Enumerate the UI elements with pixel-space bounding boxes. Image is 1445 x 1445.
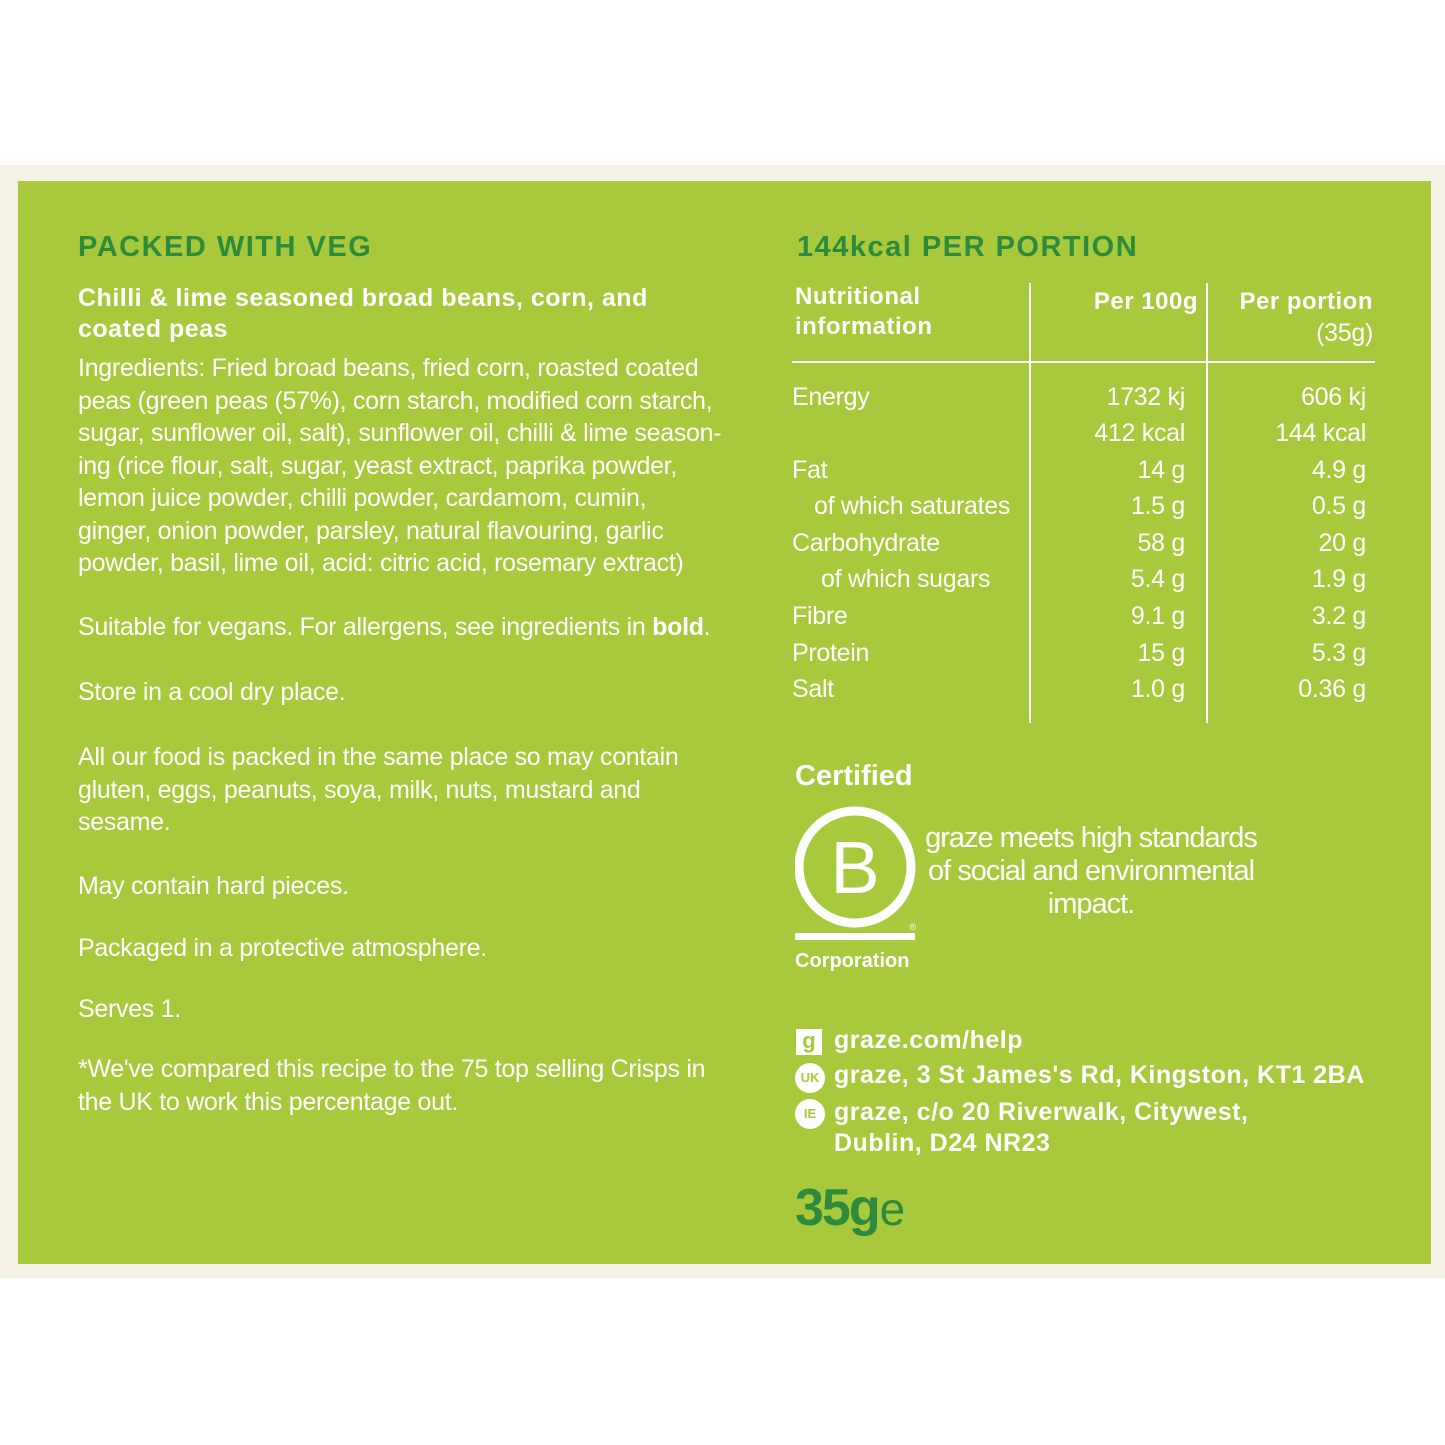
allergen-line: gluten, eggs, peanuts, soya, milk, nuts, mustard and [78,775,641,804]
atmosphere-text: Packaged in a protective atmosphere. [78,934,487,962]
ingredients-line: peas (green peas (57%), corn starch, modified corn starch, [78,386,713,415]
footnote-line: *We've compared this recipe to the 75 top selling Crisps in [78,1055,706,1083]
table-divider [1029,283,1031,723]
table-header-label-line: information [795,313,933,340]
row-per100: 5.4 g [1130,565,1185,593]
row-portion: 5.3 g [1311,639,1366,667]
footnote-line: the UK to work this percentage out. [78,1087,458,1116]
row-label: Energy [792,383,870,411]
row-label: Fibre [792,602,848,630]
ingredients-line: ginger, onion powder, parsley, natural flavouring, garlic [78,516,664,545]
row-portion: 3.2 g [1311,602,1366,630]
bcorp-letter: B [830,826,880,909]
bcorp-statement-line: impact. [1047,888,1135,920]
bcorp-statement-line: graze meets high standards [925,822,1257,854]
table-header-label [795,282,933,342]
row-label: Salt [792,675,834,703]
row-label: of which saturates [814,492,1011,520]
row-portion: 144 kcal [1275,419,1366,447]
net-weight [795,1178,903,1238]
row-label: Carbohydrate [792,529,940,557]
row-per100: 1.5 g [1130,492,1185,520]
row-portion: 20 g [1318,529,1366,557]
row-portion: 1.9 g [1311,565,1366,593]
ingredients-line: powder, basil, lime oil, acid: citric acid, rosemary extract) [78,549,684,577]
help-link[interactable]: graze.com/help [834,1026,1023,1054]
graze-g-icon: g [796,1029,822,1055]
allergen-line: All our food is packed in the same place so may contain [78,743,679,771]
row-label: of which sugars [821,565,991,593]
vegan-bold-word: bold [652,613,704,641]
row-per100: 1.0 g [1130,675,1185,703]
row-per100: 412 kcal [1094,419,1185,447]
uk-badge-icon: UK [795,1063,825,1093]
table-header-portion-sub: (35g) [1316,319,1373,347]
table-header-rule [792,361,1375,363]
table-header-per100: Per 100g [1093,288,1198,315]
footnote-block [78,1053,758,1118]
ie-address-line: Dublin, D24 NR23 [834,1129,1051,1157]
row-label: Protein [792,639,870,667]
row-portion: 4.9 g [1311,456,1366,484]
ie-badge-icon: IE [795,1099,825,1129]
ingredients-block [78,352,758,580]
bcorp-certified-label: Certified [795,760,913,792]
row-label: Fat [792,456,828,484]
row-per100: 15 g [1137,639,1185,667]
row-per100: 1732 kj [1106,383,1185,411]
serves-text: Serves 1. [78,995,181,1023]
row-portion: 0.5 g [1311,492,1366,520]
estimated-e-mark-icon: e [879,1183,904,1235]
table-header-portion: Per portion [1239,288,1373,315]
bcorp-corporation-label: Corporation [795,950,910,972]
row-portion: 0.36 g [1298,675,1366,703]
storage-text: Store in a cool dry place. [78,678,346,706]
ingredients-line: sugar, sunflower oil, salt), sunflower oil, chilli & lime season- [78,419,722,447]
net-weight-value: 35g [795,1179,879,1237]
ingredients-line: Ingredients: Fried broad beans, fried corn, roasted coated [78,354,699,382]
row-per100: 58 g [1137,529,1185,557]
table-divider [1206,283,1208,723]
ie-address-line: graze, c/o 20 Riverwalk, Citywest, [834,1098,1249,1126]
ingredients-line: ing (rice flour, salt, sugar, yeast extract, paprika powder, [78,451,677,480]
uk-address: graze, 3 St James's Rd, Kingston, KT1 2BA [834,1061,1365,1089]
bcorp-statement-line: of social and environmental [927,855,1255,887]
kcal-heading: 144kcal PER PORTION [797,231,1139,263]
hard-pieces-text: May contain hard pieces. [78,872,349,900]
ingredients-line: lemon juice powder, chilli powder, cardamom, cumin, [78,484,647,512]
vegan-statement [78,611,710,644]
allergen-block [78,741,758,839]
row-portion: 606 kj [1301,383,1366,411]
table-header-label-line: Nutritional [795,283,921,310]
vegan-text: Suitable for vegans. For allergens, see ingredients in [78,613,653,641]
bcorp-registered-mark: ® [909,922,916,932]
product-subheading: Chilli & lime seasoned broad beans, corn, and coated peas [78,284,648,343]
allergen-line: sesame. [78,808,171,836]
veg-heading: PACKED WITH VEG [78,231,373,263]
row-per100: 14 g [1137,456,1185,484]
row-per100: 9.1 g [1130,602,1185,630]
bcorp-statement [925,822,1257,921]
vegan-end: . [703,613,711,641]
